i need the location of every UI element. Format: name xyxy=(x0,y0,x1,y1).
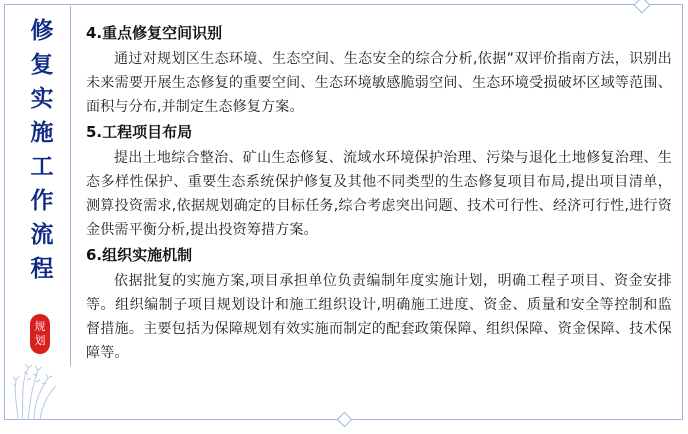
title-char: 工 xyxy=(30,154,54,180)
main-content xyxy=(82,22,672,367)
sidebar-vertical-title xyxy=(24,14,60,286)
section-body: 通过对规划区生态环境、生态空间、生态安全的综合分析,依据”双评价指南方法，识别出未来需要开展生态修复的重要空间、生态环境敏感脆弱空间、生态环境受损破坏区域等范围、面积与分布,并制定生态修复方案。 xyxy=(86,51,672,115)
reeds-decoration-icon xyxy=(8,360,68,420)
title-char: 程 xyxy=(30,256,54,282)
section-heading: 4.重点修复空间识别 xyxy=(86,24,223,42)
section-body: 提出土地综合整治、矿山生态修复、流域水环境保护治理、污染与退化土地修复治理、生态多样性保护、重要生态系统保护修复及其他不同类型的生态修复项目布局,提出项目清单，测算投资需求,依据规划确定的目标任务,综合考虑突出问题、技术可行性、经济可行性,进行资金供需平衡分析,提出投资筹措方案。 xyxy=(86,150,672,238)
section-body: 依据批复的实施方案,项目承担单位负责编制年度实施计划，明确工程子项目、资金安排等。组织编制子项目规划设计和施工组织设计,明确施工进度、资金、质量和安全等控制和监督措施。主要包括为保障规划有效实施而制定的配套政策保障、组织保障、资金保障、技术保障等。 xyxy=(86,273,672,361)
section-heading: 6.组织实施机制 xyxy=(86,246,193,264)
title-char: 作 xyxy=(30,188,54,214)
title-char: 施 xyxy=(30,120,54,146)
badge-char: 划 xyxy=(34,334,46,347)
title-char: 实 xyxy=(30,86,54,112)
category-badge xyxy=(30,314,50,354)
title-char: 流 xyxy=(30,222,54,248)
badge-char: 规 xyxy=(34,320,46,333)
section-heading: 5.工程项目布局 xyxy=(86,123,193,141)
title-char: 复 xyxy=(30,52,54,78)
title-char: 修 xyxy=(30,18,54,44)
